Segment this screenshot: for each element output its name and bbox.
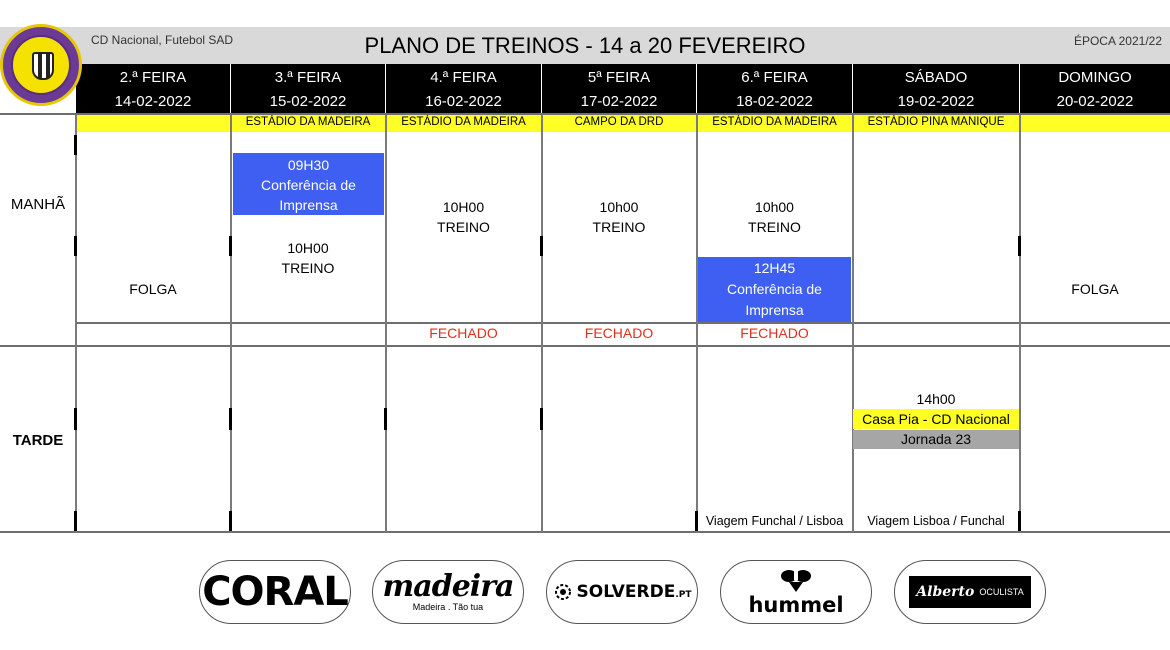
sun-morning-off: FOLGA [1071,281,1119,297]
tue-press-conference: 09H30 Conferência de Imprensa [233,153,384,215]
grid-tick [540,408,543,430]
shield-icon [32,52,54,80]
wed-closed: FECHADO [429,325,498,341]
page-title: PLANO DE TREINOS - 14 a 20 FEVEREIRO [364,33,806,58]
grid-line [385,115,387,533]
sponsor-coral-logo: CORAL [199,560,351,624]
sun-icon [553,582,573,602]
grid-line [230,115,232,533]
grid-tick [384,408,387,430]
row-label-morning: MANHÃ [10,196,66,213]
venue-wed: ESTÁDIO DA MADEIRA [386,115,541,132]
mon-morning-off: FOLGA [129,281,177,297]
sponsor-hummel-logo: hummel [720,560,872,624]
sat-travel: Viagem Lisboa / Funchal [867,514,1005,528]
day-header-mon: 2.ª FEIRA 14-02-2022 [76,64,230,114]
day-header-thu: 5ª FEIRA 17-02-2022 [542,64,696,114]
grid-tick [74,511,77,531]
sponsor-alberto-oculista-logo: Alberto OCULISTA [894,560,1046,624]
grid-tick [1018,236,1021,256]
day-header-sun: DOMINGO 20-02-2022 [1020,64,1170,114]
grid-line [852,115,854,533]
club-crest-logo [0,24,82,106]
grid-tick [540,236,543,256]
grid-line [0,113,1170,115]
sponsor-madeira-logo: madeira Madeira . Tão tua [372,560,524,624]
day-header-wed: 4.ª FEIRA 16-02-2022 [386,64,541,114]
day-header-tue: 3.ª FEIRA 15-02-2022 [231,64,385,114]
fri-training: 10h00 TREINO [748,199,801,235]
day-header-fri: 6.ª FEIRA 18-02-2022 [697,64,852,114]
venue-sat: ESTÁDIO PINA MANIQUE [853,115,1019,132]
row-label-afternoon: TARDE [12,432,64,449]
sat-match-round: Jornada 23 [853,430,1019,449]
fri-press-conference: 12H45 Conferência de Imprensa [698,257,851,322]
grid-line [696,115,698,533]
tue-training: 10H00 TREINO [281,240,335,276]
venue-thu: CAMPO DA DRD [542,115,696,132]
sponsor-solverde-logo: SOLVERDE .PT [546,560,698,624]
club-name: CD Nacional, Futebol SAD [91,33,234,47]
venue-sun [1020,115,1170,132]
grid-tick [74,408,77,430]
thu-training: 10h00 TREINO [592,199,646,235]
venue-mon [76,115,230,132]
fri-travel: Viagem Funchal / Lisboa [705,514,844,528]
grid-tick [74,135,77,155]
day-header-sat: SÁBADO 19-02-2022 [853,64,1019,114]
fri-closed: FECHADO [740,325,809,341]
grid-line [541,115,543,533]
venue-tue: ESTÁDIO DA MADEIRA [231,115,385,132]
wed-training: 10H00 TREINO [437,199,490,235]
thu-closed: FECHADO [584,325,654,341]
sat-match-fixture: Casa Pia - CD Nacional [853,409,1019,429]
venue-fri: ESTÁDIO DA MADEIRA [697,115,852,132]
grid-tick [229,511,232,531]
sat-match-time: 14h00 [916,391,956,407]
grid-tick [229,408,232,430]
season-label: ÉPOCA 2021/22 [1073,34,1162,48]
grid-line [1019,115,1021,533]
grid-tick [74,236,77,256]
grid-line [0,345,1170,347]
bee-icon [779,568,813,594]
grid-line [75,115,77,533]
grid-line [76,322,1170,324]
grid-line [0,531,1170,533]
